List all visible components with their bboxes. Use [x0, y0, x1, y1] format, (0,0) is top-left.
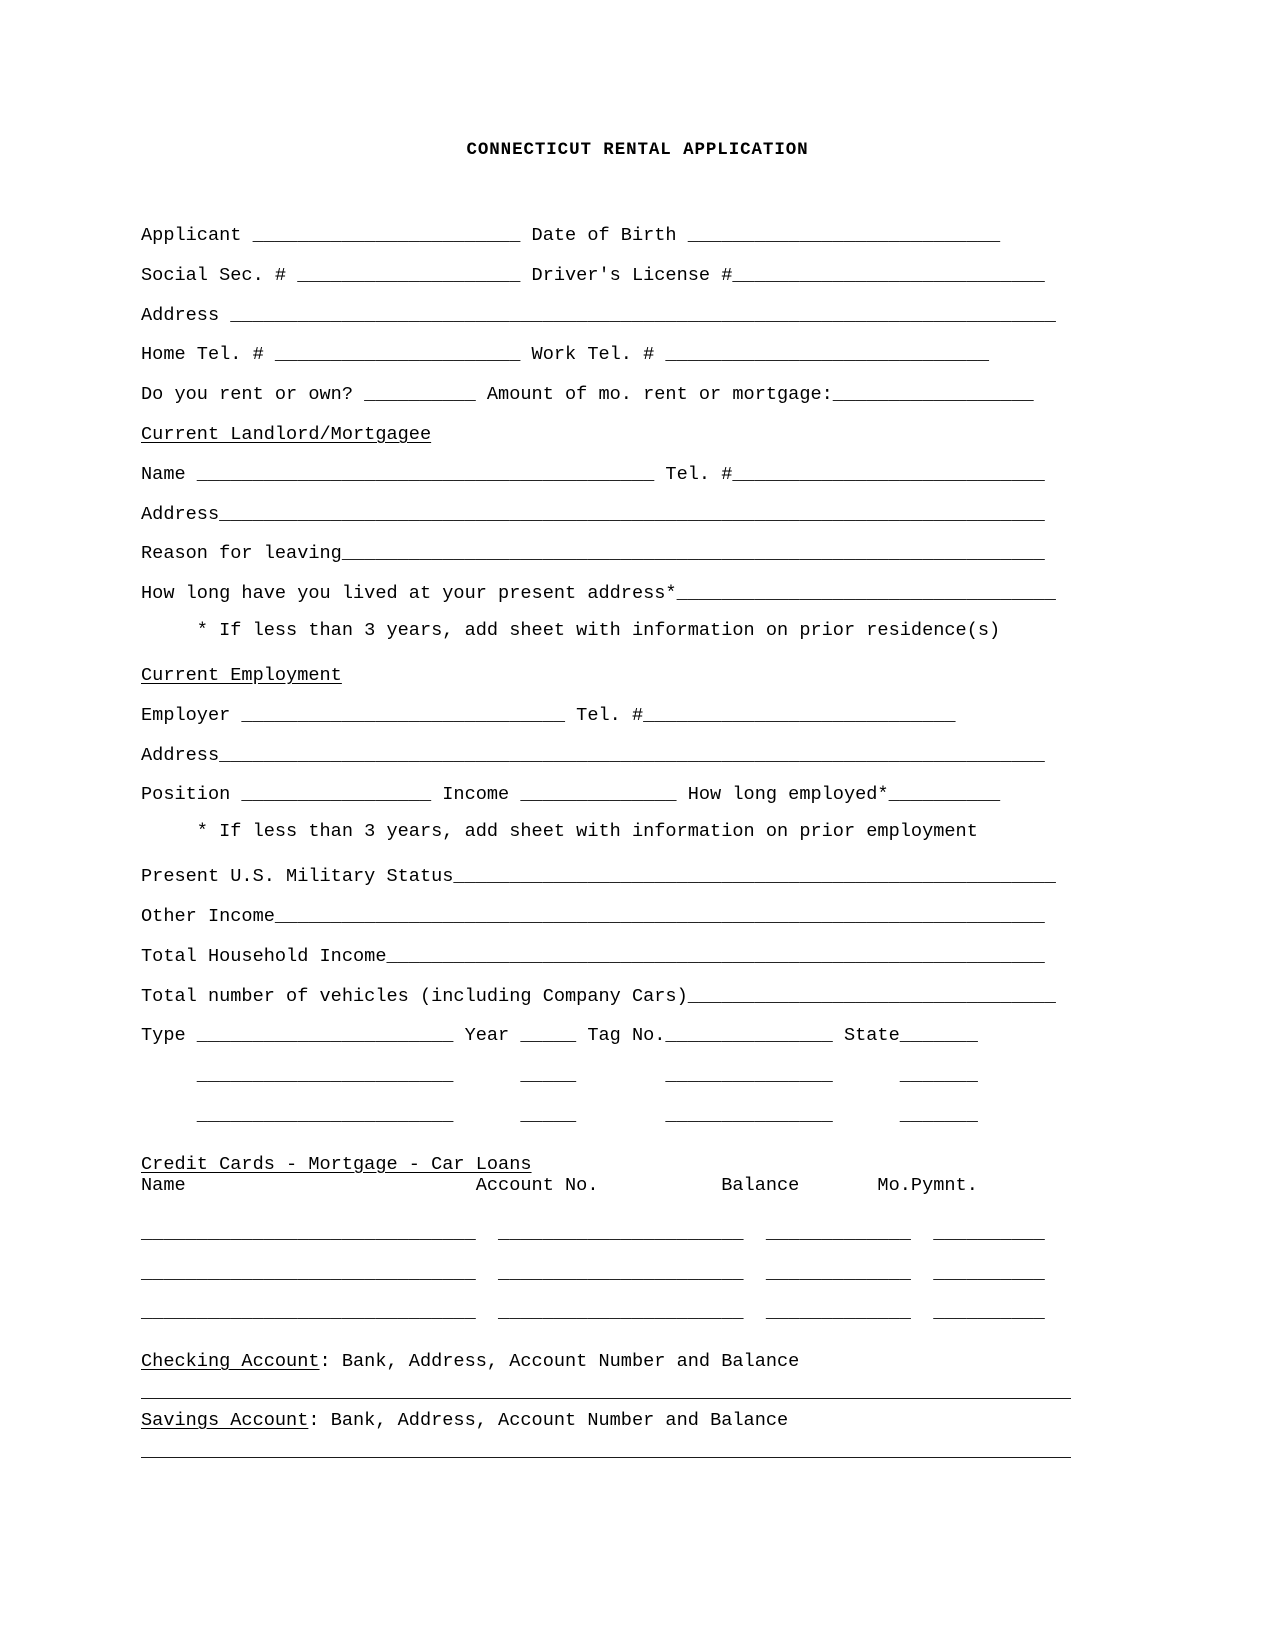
rule [141, 1398, 1071, 1399]
spacer [141, 848, 1071, 857]
form-body [141, 216, 1071, 1460]
note-prior-residence: * If less than 3 years, add sheet with information on prior residence(s) [141, 619, 1001, 641]
vehicle-row[interactable]: _______________________ _____ _______________ _______ [141, 1104, 978, 1126]
note-prior-employment: * If less than 3 years, add sheet with information on prior employment [141, 821, 978, 843]
field-reason-for-leaving[interactable]: Reason for leaving_______________________________________________________________ [141, 543, 1045, 565]
section-heading-credit-cards-text: Credit Cards - Mortgage - Car Loans [141, 1153, 532, 1175]
field-applicant-date-of-birth[interactable]: Applicant ________________________ Date of Birth ____________________________ [141, 225, 1001, 246]
spacer [141, 1196, 1071, 1214]
credit-table-column-headers: Name Account No. Balance Mo.Pymnt. [141, 1174, 978, 1196]
savings-account-write-in-line[interactable] [141, 1441, 1071, 1460]
spacer [141, 1333, 1071, 1342]
section-heading-credit-cards [141, 1154, 1071, 1175]
field-position-income-how-long[interactable]: Position _________________ Income ______________ How long employed*__________ [141, 784, 1001, 806]
section-heading-current-landlord-text: Current Landlord/Mortgagee [141, 423, 432, 445]
field-social-sec-drivers-license[interactable]: Social Sec. # ____________________ Driver's License #____________________________ [141, 264, 1045, 286]
field-total-vehicles[interactable]: Total number of vehicles (including Company Cars)_________________________________ [141, 985, 1056, 1007]
credit-table-row[interactable]: ______________________________ ______________________ _____________ __________ [141, 1222, 1045, 1244]
vehicle-row-header[interactable]: Type _______________________ Year _____ Tag No._______________ State_______ [141, 1025, 978, 1047]
savings-account-description: : Bank, Address, Account Number and Balance [308, 1409, 789, 1431]
checking-account-label: Checking Account [141, 1351, 320, 1373]
checking-account-description: : Bank, Address, Account Number and Balance [319, 1351, 800, 1373]
field-employer-address[interactable]: Address__________________________________________________________________________ [141, 744, 1045, 766]
vehicle-row[interactable]: _______________________ _____ _______________ _______ [141, 1065, 978, 1087]
savings-account-label: Savings Account [141, 1409, 309, 1431]
field-landlord-name-tel[interactable]: Name _________________________________________ Tel. #____________________________ [141, 463, 1045, 485]
field-total-household-income[interactable]: Total Household Income___________________________________________________________ [141, 945, 1045, 967]
section-heading-checking-account [141, 1342, 1071, 1382]
section-heading-current-employment-text: Current Employment [141, 664, 342, 686]
section-heading-savings-account [141, 1401, 1071, 1441]
field-rent-or-own[interactable]: Do you rent or own? __________ Amount of mo. rent or mortgage:__________________ [141, 384, 1034, 406]
rule [141, 1457, 1071, 1458]
section-heading-current-landlord [141, 415, 1071, 455]
page-title: CONNECTICUT RENTAL APPLICATION [466, 140, 809, 160]
field-how-long-present-address[interactable]: How long have you lived at your present address*__________________________________ [141, 583, 1056, 605]
field-other-income[interactable]: Other Income_____________________________________________________________________ [141, 905, 1045, 927]
credit-table-row[interactable]: ______________________________ ______________________ _____________ __________ [141, 1262, 1045, 1284]
checking-account-write-in-line[interactable] [141, 1382, 1071, 1401]
field-military-status[interactable]: Present U.S. Military Status______________________________________________________ [141, 866, 1056, 888]
section-heading-current-employment [141, 656, 1071, 696]
spacer [141, 647, 1071, 656]
field-employer-tel[interactable]: Employer _____________________________ Tel. #____________________________ [141, 704, 956, 726]
spacer [141, 1136, 1071, 1154]
field-home-work-tel[interactable]: Home Tel. # ______________________ Work Tel. # _____________________________ [141, 344, 990, 366]
credit-table-row[interactable]: ______________________________ ______________________ _____________ __________ [141, 1302, 1045, 1324]
field-landlord-address[interactable]: Address__________________________________________________________________________ [141, 503, 1045, 525]
field-address[interactable]: Address __________________________________________________________________________ [141, 304, 1056, 326]
